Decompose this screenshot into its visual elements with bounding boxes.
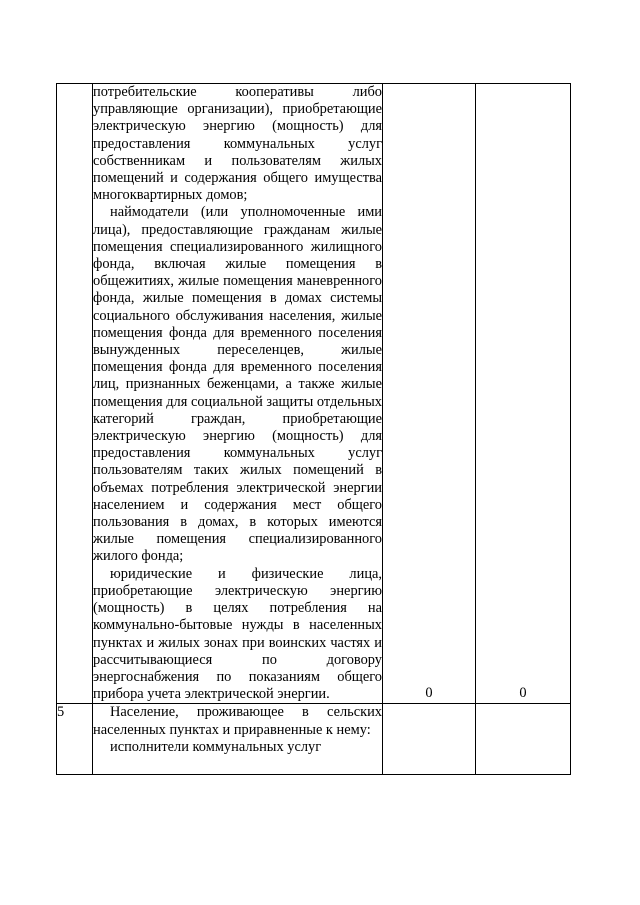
value-cell-1 [383,704,476,775]
value-cell-2: 0 [476,84,571,704]
description-paragraph: потребительские кооперативы либо управляющие организации), приобретающие электрическую энергию (мощность) для предоставления коммунальных услуг собственникам и пользователям жилых помещений и содержания общего имущества многоквартирных домов; [93,84,382,204]
row-number-cell [57,84,93,704]
description-cell [93,84,383,704]
value-cell-1: 0 [383,84,476,704]
table-row [57,84,571,704]
tariff-table [56,83,571,775]
description-paragraph: Население, проживающее в сельских населенных пунктах и приравненные к нему: [93,704,382,738]
table-row [57,704,571,775]
description-paragraph: наймодатели (или уполномоченные ими лица), предоставляющие гражданам жилые помещения специализированного жилищного фонда, включая жилые помещения в общежитиях, жилые помещения маневренного фонда, жилые помещения в домах системы социального обслуживания населения, жилые помещения фонда для временного поселения вынужденных переселенцев, жилые помещения фонда для временного поселения лиц, признанных беженцами, а также жилые помещения для социальной защиты отдельных категорий граждан, приобретающие электрическую энергию (мощность) для предоставления коммунальных услуг пользователям таких жилых помещений в объемах потребления электрической энергии населением и содержания мест общего пользования в домах, в которых имеются жилые помещения специализированного жилого фонда; [93,204,382,565]
row-number-cell: 5 [57,704,93,775]
description-paragraph: исполнители коммунальных услуг [110,738,322,755]
value-cell-2 [476,704,571,775]
description-cell [93,704,383,775]
description-paragraph: юридические и физические лица, приобретающие электрическую энергию (мощность) в целях потребления на коммунально-бытовые нужды в населенных пунктах и жилых зонах при воинских частях и рассчитывающиеся по договору энергоснабжения по показаниям общего прибора учета электрической энергии. [93,565,382,703]
